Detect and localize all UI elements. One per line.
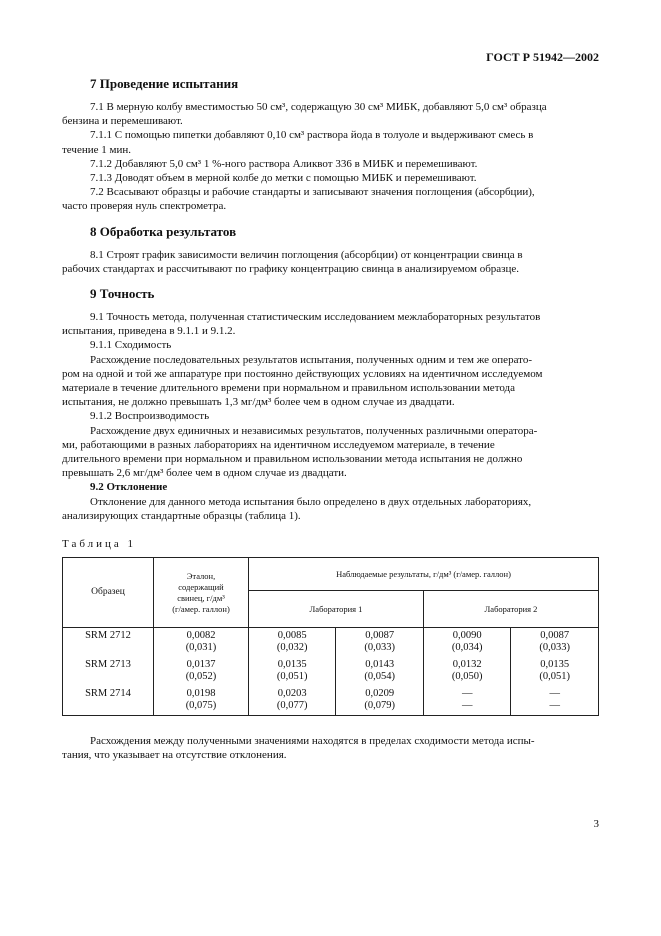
- cell-value-gallon: (0,077): [276, 699, 308, 711]
- table-caption: Таблица 1: [62, 538, 137, 551]
- section-7: [62, 76, 600, 214]
- cell-value: 0,0087: [540, 630, 570, 642]
- heading-9-1-2: 9.1.2 Воспроизводимость: [90, 410, 210, 423]
- cell-value: 0,0132: [452, 659, 482, 671]
- heading-9-2: 9.2 Отклонение: [90, 481, 168, 494]
- page-content: [62, 76, 600, 763]
- paragraph-7-2: 7.2 Всасывают образцы и рабочие стандарты и записывают значения поглощения (абсорбции),: [90, 186, 535, 199]
- cell-value-gallon: (0,075): [185, 699, 217, 711]
- heading-9-1-1: 9.1.1 Сходимость: [90, 339, 172, 352]
- cell-value: 0,0198: [186, 688, 216, 700]
- paragraph-7-1-1: 7.1.1 С помощью пипетки добавляют 0,10 см³ раствора йода в толуоле и выдерживают смесь в: [90, 129, 534, 142]
- paragraph-9-1-cont: испытания, приведена в 9.1.1 и 9.1.2.: [62, 325, 236, 338]
- paragraph-9-2-b: анализирующих стандартные образцы (таблица 1).: [62, 509, 301, 522]
- header-etalon-line: Эталон,: [186, 570, 216, 581]
- cell-value-gallon: (0,079): [364, 699, 396, 711]
- cell-value: SRM 2714: [85, 688, 131, 700]
- cell-value: 0,0087: [365, 630, 395, 642]
- table-row: [63, 686, 599, 716]
- section-7-title: 7 Проведение испытания: [90, 76, 239, 91]
- paragraph-8-1-cont: рабочих стандартах и рассчитывают по графику концентрацию свинца в анализируемом образце.: [62, 262, 520, 275]
- table-row: [63, 657, 599, 686]
- paragraph-7-2-cont: часто проверяя нуль спектрометра.: [62, 200, 227, 213]
- table-header-row: [63, 558, 599, 591]
- paragraph-9-1-2-d: превышать 2,6 мг/дм³ более чем в одном случае из двадцати.: [62, 467, 347, 480]
- table-cell-l1b: [336, 686, 423, 716]
- table-cell-sample: [63, 657, 154, 686]
- cell-value-gallon: (0,052): [185, 670, 217, 682]
- cell-value: 0,0135: [540, 659, 570, 671]
- conclusion-b: тания, что указывает на отсутствие отклонения.: [62, 749, 287, 762]
- cell-value: SRM 2713: [85, 659, 131, 671]
- cell-value: 0,0082: [186, 630, 216, 642]
- table-cell-etalon: [154, 686, 249, 716]
- cell-value-gallon: (0,051): [276, 670, 308, 682]
- header-etalon-line: свинец, г/дм³: [177, 592, 225, 603]
- section-8-title: 8 Обработка результатов: [90, 223, 237, 239]
- cell-value-gallon: (0,054): [364, 670, 396, 682]
- paragraph-9-1: 9.1 Точность метода, полученная статистическим исследованием межлабораторных результатов: [90, 311, 541, 324]
- page-number: 3: [593, 818, 599, 830]
- conclusion: [62, 734, 600, 762]
- paragraph-8-1: 8.1 Строят график зависимости величин поглощения (абсорбции) от концентрации свинца в: [90, 248, 523, 261]
- header-lab2: Лаборатория 2: [423, 591, 598, 628]
- cell-value-gallon: (0,051): [539, 670, 571, 682]
- cell-value-gallon: (0,034): [451, 641, 483, 653]
- table-cell-l1a: [249, 686, 336, 716]
- header-etalon-line: (г/амер. галлон): [172, 603, 230, 614]
- paragraph-9-2-a: Отклонение для данного метода испытания было определено в двух отдельных лабораториях,: [90, 495, 532, 508]
- table-cell-etalon: [154, 628, 249, 658]
- paragraph-9-1-2-c: длительного времени при нормальном и правильном использовании метода испытания не должно: [62, 453, 523, 466]
- section-9-title: 9 Точность: [90, 286, 155, 302]
- cell-value: —: [549, 688, 560, 700]
- paragraph-9-1-1-d: испытания, не должно превышать 1,3 мг/дм³ более чем в одном случае из двадцати.: [62, 396, 455, 409]
- paragraph-9-1-2-a: Расхождение двух единичных и независимых результатов, полученных различными оператора-: [90, 424, 538, 437]
- cell-value: 0,0209: [365, 688, 395, 700]
- paragraph-9-1-1-b: ром на одной и той же аппаратуре при постоянно действующих условиях на идентичном исследуемом: [62, 367, 543, 380]
- cell-value: 0,0137: [186, 659, 216, 671]
- header-etalon-line: содержащий: [178, 581, 224, 592]
- table-cell-l2b: [511, 657, 599, 686]
- cell-value: —: [461, 688, 473, 700]
- header-lab1: Лаборатория 1: [249, 591, 424, 628]
- results-table: [62, 557, 599, 716]
- cell-value: 0,0143: [365, 659, 395, 671]
- cell-value: 0,0203: [277, 688, 307, 700]
- table-body: [63, 628, 599, 716]
- table-cell-l2a: [423, 686, 510, 716]
- cell-value-gallon: (0,031): [185, 641, 217, 653]
- section-9: [62, 286, 600, 523]
- cell-value-gallon: —: [461, 699, 473, 711]
- table-cell-l2b: [511, 628, 599, 658]
- document-id: ГОСТ Р 51942—2002: [486, 50, 599, 64]
- cell-value: 0,0085: [277, 630, 307, 642]
- table-row: [63, 628, 599, 658]
- cell-value-gallon: (0,033): [364, 641, 396, 653]
- table-cell-l2a: [423, 657, 510, 686]
- table-cell-sample: [63, 686, 154, 716]
- paragraph-7-1: 7.1 В мерную колбу вместимостью 50 см³, содержащую 30 см³ МИБК, добавляют 5,0 см³ образца: [90, 101, 547, 113]
- cell-value: 0,0090: [452, 630, 482, 642]
- header-etalon: [154, 558, 249, 628]
- paragraph-9-1-2-b: ми, работающими в разных лабораториях на идентичном исследуемом материале, в течение: [62, 438, 495, 451]
- table-cell-l2a: [423, 628, 510, 658]
- table-cell-etalon: [154, 657, 249, 686]
- section-8: [62, 223, 600, 276]
- header-observed: Наблюдаемые результаты, г/дм³ (г/амер. галлон): [249, 558, 599, 591]
- cell-value-gallon: (0,033): [539, 641, 571, 653]
- paragraph-7-1-2: 7.1.2 Добавляют 5,0 см³ 1 %-ного раствора Аликвот 336 в МИБК и перемешивают.: [90, 157, 478, 170]
- paragraph-9-1-1-c: материале в течение длительного времени при нормальном и правильном использовании метода: [62, 382, 516, 395]
- cell-value-gallon: —: [549, 699, 560, 711]
- cell-value-gallon: (0,032): [276, 641, 308, 653]
- table-cell-l1a: [249, 657, 336, 686]
- table-cell-l2b: [511, 686, 599, 716]
- cell-value: SRM 2712: [85, 630, 131, 642]
- paragraph-7-1-3: 7.1.3 Доводят объем в мерной колбе до метки с помощью МИБК и перемешивают.: [90, 172, 477, 185]
- table-cell-l1b: [336, 657, 423, 686]
- table-cell-sample: [63, 628, 154, 658]
- header-sample: Образец: [63, 558, 154, 628]
- cell-value: 0,0135: [277, 659, 307, 671]
- paragraph-7-1-cont: бензина и перемешивают.: [62, 115, 183, 128]
- cell-value-gallon: (0,050): [451, 670, 483, 682]
- paragraph-9-1-1-a: Расхождение последовательных результатов испытания, полученных одним и тем же операто-: [90, 353, 532, 366]
- table-cell-l1b: [336, 628, 423, 658]
- conclusion-a: Расхождения между полученными значениями находятся в пределах сходимости метода испы-: [90, 735, 535, 748]
- table-cell-l1a: [249, 628, 336, 658]
- paragraph-7-1-1-cont: течение 1 мин.: [62, 143, 131, 156]
